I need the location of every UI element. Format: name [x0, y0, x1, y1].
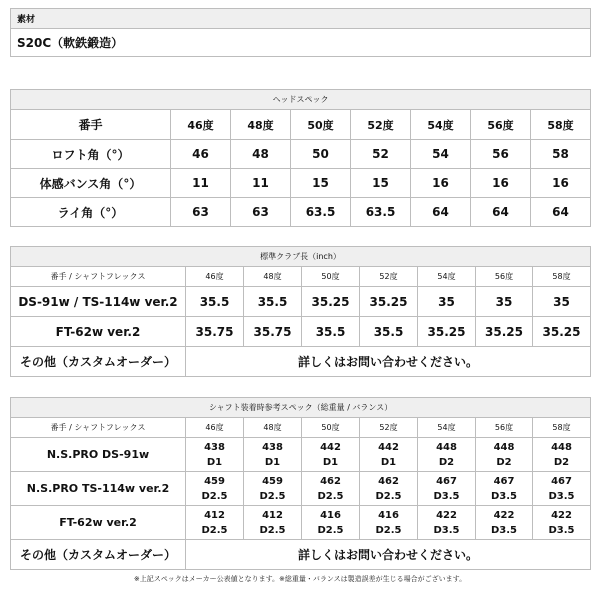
shaft-spec-col-46: 46度 — [186, 418, 244, 438]
length-value: 35 — [418, 287, 476, 317]
material-value: S20C（軟鉄鍛造） — [11, 29, 591, 57]
club-length-col-48: 48度 — [244, 267, 302, 287]
bounce-value: 11 — [171, 169, 231, 198]
head-spec-col-56: 56度 — [471, 110, 531, 140]
balance-value: D2.5 — [259, 524, 286, 536]
head-spec-col-label: 番手 — [11, 110, 171, 140]
lie-value: 63.5 — [351, 198, 411, 227]
weight-value: 467 — [436, 475, 457, 487]
shaft-spec-col-56: 56度 — [476, 418, 533, 438]
balance-value: D1 — [206, 456, 223, 468]
length-value: 35 — [533, 287, 591, 317]
head-spec-title: ヘッドスペック — [11, 90, 591, 110]
loft-value: 56 — [471, 140, 531, 169]
length-value: 35.75 — [244, 317, 302, 347]
shaft-spec-cell — [244, 472, 302, 506]
weight-value: 448 — [436, 441, 457, 453]
length-row-label: DS-91w / TS-114w ver.2 — [11, 287, 186, 317]
shaft-spec-title: シャフト装着時参考スペック（総重量 / バランス） — [11, 398, 591, 418]
weight-value: 448 — [493, 441, 515, 453]
shaft-spec-cell — [418, 472, 476, 506]
custom-order-label: その他（カスタムオーダー） — [11, 347, 186, 377]
balance-value: D2.5 — [259, 490, 286, 502]
weight-value: 416 — [320, 509, 341, 521]
head-spec-table — [10, 89, 591, 227]
club-length-col-54: 54度 — [418, 267, 476, 287]
shaft-spec-table — [10, 397, 591, 570]
length-row-label: FT-62w ver.2 — [11, 317, 186, 347]
balance-value: D2.5 — [317, 524, 344, 536]
club-length-col-label: 番手 / シャフトフレックス — [11, 267, 186, 287]
weight-value: 438 — [262, 441, 283, 453]
length-value: 35.5 — [360, 317, 418, 347]
shaft-spec-col-label: 番手 / シャフトフレックス — [11, 418, 186, 438]
balance-value: D1 — [380, 456, 397, 468]
shaft-spec-col-50: 50度 — [302, 418, 360, 438]
bounce-value: 16 — [411, 169, 471, 198]
balance-value: D3.5 — [548, 524, 575, 536]
head-spec-col-48: 48度 — [231, 110, 291, 140]
shaft-spec-col-48: 48度 — [244, 418, 302, 438]
balance-value: D3.5 — [548, 490, 575, 502]
balance-value: D2 — [553, 456, 570, 468]
shaft-spec-cell — [360, 472, 418, 506]
length-value: 35.25 — [360, 287, 418, 317]
club-length-title: 標準クラブ長（inch） — [11, 247, 591, 267]
shaft-spec-cell — [418, 506, 476, 540]
lie-value: 64 — [471, 198, 531, 227]
balance-value: D1 — [322, 456, 339, 468]
bounce-value: 11 — [231, 169, 291, 198]
length-value: 35 — [476, 287, 533, 317]
shaft-spec-cell — [244, 438, 302, 472]
balance-value: D1 — [264, 456, 281, 468]
material-header: 素材 — [11, 9, 591, 29]
length-value: 35.25 — [476, 317, 533, 347]
head-spec-col-50: 50度 — [291, 110, 351, 140]
loft-label: ロフト角（°） — [11, 140, 171, 169]
club-length-col-50: 50度 — [302, 267, 360, 287]
balance-value: D2.5 — [375, 490, 402, 502]
weight-value: 459 — [262, 475, 283, 487]
loft-value: 58 — [531, 140, 591, 169]
head-spec-col-46: 46度 — [171, 110, 231, 140]
weight-value: 422 — [551, 509, 572, 521]
weight-value: 416 — [378, 509, 399, 521]
club-length-col-52: 52度 — [360, 267, 418, 287]
lie-value: 63 — [231, 198, 291, 227]
material-table — [10, 8, 591, 57]
shaft-spec-cell — [302, 472, 360, 506]
shaft-row-label: FT-62w ver.2 — [11, 506, 186, 540]
contact-us-text: 詳しくはお問い合わせください。 — [186, 540, 591, 570]
shaft-spec-cell — [476, 506, 533, 540]
weight-value: 442 — [378, 441, 399, 453]
club-length-table — [10, 246, 591, 377]
lie-value: 63.5 — [291, 198, 351, 227]
length-value: 35.25 — [302, 287, 360, 317]
weight-value: 467 — [493, 475, 515, 487]
club-length-col-46: 46度 — [186, 267, 244, 287]
balance-value: D2.5 — [201, 490, 228, 502]
club-length-col-56: 56度 — [476, 267, 533, 287]
loft-value: 48 — [231, 140, 291, 169]
length-value: 35.5 — [186, 287, 244, 317]
weight-value: 412 — [262, 509, 283, 521]
weight-value: 459 — [204, 475, 225, 487]
shaft-spec-col-58: 58度 — [533, 418, 591, 438]
loft-value: 46 — [171, 140, 231, 169]
balance-value: D2.5 — [201, 524, 228, 536]
balance-value: D3.5 — [490, 524, 517, 536]
club-length-col-58: 58度 — [533, 267, 591, 287]
shaft-row-label: N.S.PRO DS-91w — [11, 438, 186, 472]
shaft-spec-cell — [360, 438, 418, 472]
shaft-spec-cell — [533, 472, 591, 506]
bounce-value: 16 — [531, 169, 591, 198]
balance-value: D3.5 — [433, 524, 460, 536]
head-spec-col-58: 58度 — [531, 110, 591, 140]
head-spec-col-54: 54度 — [411, 110, 471, 140]
shaft-spec-cell — [186, 438, 244, 472]
loft-value: 54 — [411, 140, 471, 169]
balance-value: D2 — [438, 456, 455, 468]
lie-value: 64 — [411, 198, 471, 227]
lie-label: ライ角（°） — [11, 198, 171, 227]
balance-value: D3.5 — [490, 490, 517, 502]
shaft-spec-cell — [186, 506, 244, 540]
shaft-spec-cell — [302, 438, 360, 472]
length-value: 35.25 — [418, 317, 476, 347]
length-value: 35.5 — [302, 317, 360, 347]
shaft-spec-cell — [186, 472, 244, 506]
balance-value: D2 — [496, 456, 512, 468]
weight-value: 448 — [551, 441, 572, 453]
weight-value: 422 — [493, 509, 515, 521]
bounce-label: 体感バンス角（°） — [11, 169, 171, 198]
weight-value: 462 — [378, 475, 399, 487]
shaft-spec-cell — [418, 438, 476, 472]
shaft-row-label: N.S.PRO TS-114w ver.2 — [11, 472, 186, 506]
length-value: 35.5 — [244, 287, 302, 317]
loft-value: 50 — [291, 140, 351, 169]
shaft-spec-col-54: 54度 — [418, 418, 476, 438]
loft-value: 52 — [351, 140, 411, 169]
shaft-spec-cell — [360, 506, 418, 540]
custom-order-label: その他（カスタムオーダー） — [11, 540, 186, 570]
shaft-spec-cell — [476, 472, 533, 506]
shaft-spec-cell — [244, 506, 302, 540]
shaft-spec-cell — [302, 506, 360, 540]
weight-value: 442 — [320, 441, 341, 453]
balance-value: D3.5 — [433, 490, 460, 502]
shaft-spec-cell — [533, 438, 591, 472]
balance-value: D2.5 — [317, 490, 344, 502]
weight-value: 438 — [204, 441, 225, 453]
shaft-spec-cell — [533, 506, 591, 540]
head-spec-col-52: 52度 — [351, 110, 411, 140]
bounce-value: 15 — [351, 169, 411, 198]
length-value: 35.25 — [533, 317, 591, 347]
lie-value: 63 — [171, 198, 231, 227]
bounce-value: 16 — [471, 169, 531, 198]
shaft-spec-cell — [476, 438, 533, 472]
footnote: ※上記スペックはメーカー公表値となります。※総重量・バランスは製造誤差が生じる場合がございます。 — [133, 575, 467, 583]
weight-value: 462 — [320, 475, 341, 487]
length-value: 35.75 — [186, 317, 244, 347]
contact-us-text: 詳しくはお問い合わせください。 — [186, 347, 591, 377]
lie-value: 64 — [531, 198, 591, 227]
weight-value: 467 — [551, 475, 572, 487]
balance-value: D2.5 — [375, 524, 402, 536]
bounce-value: 15 — [291, 169, 351, 198]
shaft-spec-col-52: 52度 — [360, 418, 418, 438]
weight-value: 422 — [436, 509, 457, 521]
weight-value: 412 — [204, 509, 225, 521]
